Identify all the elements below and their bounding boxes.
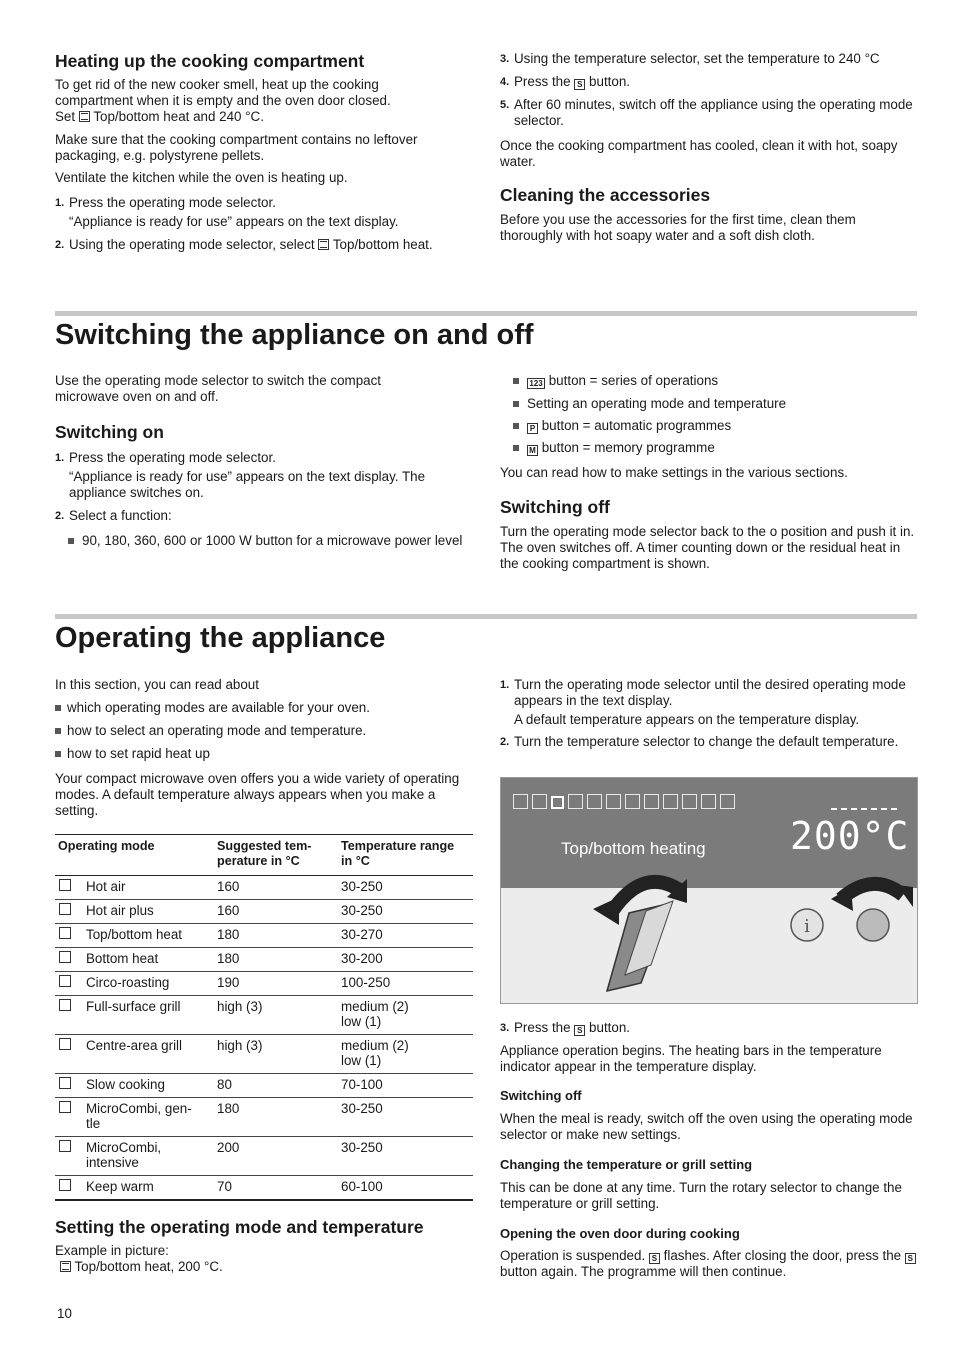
mode-label: Hot air plus: [86, 903, 154, 918]
top-bottom-heat-icon: [60, 1261, 71, 1272]
mode-cell: [55, 924, 214, 948]
cleaning-accessories-heading: Cleaning the accessories: [500, 185, 711, 205]
start-button-icon: S: [905, 1253, 916, 1264]
mode-cell: [55, 948, 214, 972]
mode-cell: [55, 1137, 214, 1176]
mode-label: MicroCombi, gen- tle: [86, 1101, 192, 1131]
op-step-3: 3. Press the S button.: [500, 1020, 630, 1035]
mode-cell: [55, 1035, 214, 1074]
memory-bullet: M button = memory programme: [500, 440, 918, 456]
temperature-display: 200°C: [790, 814, 910, 858]
temp-range-cell: 30-270: [338, 924, 473, 948]
suggested-temp-cell: 160: [214, 900, 338, 924]
p-button-icon: P: [527, 423, 538, 434]
temp-range-cell: 30-250: [338, 876, 473, 900]
mode-label: MicroCombi, intensive: [86, 1140, 162, 1170]
keep-warm-icon: [701, 794, 716, 809]
mode-cell: [55, 972, 214, 996]
mode-cell: [55, 996, 214, 1035]
changing-temperature-heading: Changing the temperature or grill setting: [500, 1157, 753, 1172]
operating-bullet-3: how to set rapid heat up: [55, 746, 475, 762]
microcombi-gentle-icon: [663, 794, 678, 809]
suggested-temp-cell: 160: [214, 876, 338, 900]
section-divider: [55, 614, 917, 619]
top-bottom-heat-icon: [318, 239, 329, 250]
settings-sections-para: You can read how to make settings in the various sections.: [500, 465, 848, 480]
info-icon: i: [804, 916, 810, 937]
temp-range-cell: 30-250: [338, 1098, 473, 1137]
switching-off-subpara: When the meal is ready, switch off the oven using the operating mode selector or make new settings.: [500, 1111, 913, 1142]
table-row: [55, 948, 473, 972]
table-header-row: [55, 835, 473, 876]
switching-off-para: Turn the operating mode selector back to the o position and push it in. The oven switches off. A timer counting down or the residual heat in the cooking compartment is shown.: [500, 524, 915, 571]
hot-air-plus-icon: [532, 794, 547, 809]
heating-up-para: To get rid of the new cooker smell, heat up the cooking compartment when it is empty and the oven door closed. Set Top/bottom heat and 240 °C.: [55, 77, 391, 124]
table-row: [55, 1137, 473, 1176]
page-number: 10: [57, 1306, 72, 1321]
step-2: 2. Using the operating mode selector, select Top/bottom heat.: [55, 237, 433, 252]
suggested-temp-cell: 190: [214, 972, 338, 996]
mode-label: Top/bottom heat: [86, 927, 183, 942]
mode-label: Hot air: [86, 879, 126, 894]
operating-para: Your compact microwave oven offers you a wide variety of operating modes. A default temperature always appears when you make a setting.: [55, 771, 460, 818]
on-step-1: 1. Press the operating mode selector.: [55, 450, 276, 465]
auto-programmes-bullet: P button = automatic programmes: [500, 418, 918, 434]
after-cooling-para: Once the cooking compartment has cooled, clean it with hot, soapy water.: [500, 138, 898, 169]
keep-warm-icon: [59, 1179, 71, 1191]
setting-mode-block: [55, 1217, 475, 1275]
table-header: Suggested tem- perature in °C: [214, 835, 338, 876]
top-bottom-heat-icon: [551, 796, 564, 809]
table-header: Temperature range in °C: [338, 835, 473, 876]
suggested-temp-cell: 180: [214, 1098, 338, 1137]
suggested-temp-cell: 180: [214, 924, 338, 948]
mode-cell: [55, 876, 214, 900]
section-divider: [55, 311, 917, 316]
ventilate-para: Ventilate the kitchen while the oven is heating up.: [55, 170, 348, 185]
bottom-heat-icon: [568, 794, 583, 809]
table-row: [55, 924, 473, 948]
step-3: 3. Using the temperature selector, set the temperature to 240 °C: [500, 51, 880, 66]
switching-off-subheading: Switching off: [500, 1088, 582, 1103]
table-row: [55, 876, 473, 900]
mode-symbol-strip: [513, 794, 735, 813]
table-row: [55, 1176, 473, 1201]
right-top-block: [500, 51, 918, 244]
table-row: [55, 1035, 473, 1074]
top-bottom-heat-icon: [79, 111, 90, 122]
mode-label: Keep warm: [86, 1179, 154, 1194]
opening-door-para: Operation is suspended. S flashes. After closing the door, press the S button again. The programme will then continue.: [500, 1248, 918, 1280]
operating-right-lower: [500, 1020, 918, 1280]
oven-control-panel: [500, 777, 918, 1004]
mode-label: Full-surface grill: [86, 999, 181, 1014]
temp-range-cell: 30-250: [338, 1137, 473, 1176]
mode-label: Slow cooking: [86, 1077, 165, 1092]
temp-range-cell: 30-200: [338, 948, 473, 972]
mode-cell: [55, 1176, 214, 1201]
suggested-temp-cell: 200: [214, 1137, 338, 1176]
on-step-1-note: “Appliance is ready for use” appears on the text display. The appliance switches on.: [69, 469, 426, 500]
mode-label: Bottom heat: [86, 951, 159, 966]
step-4: 4. Press the S button.: [500, 74, 630, 89]
step-1-note: “Appliance is ready for use” appears on the text display.: [69, 214, 399, 229]
hot-air-plus-icon: [59, 903, 71, 915]
series-bullet: 123 button = series of operations: [500, 373, 918, 389]
table-row: [55, 1098, 473, 1137]
changing-temperature-para: This can be done at any time. Turn the rotary selector to change the temperature or grill setting.: [500, 1180, 902, 1211]
op-step-1: 1. Turn the operating mode selector until the desired operating mode appears in the text display.: [500, 677, 906, 708]
microwave-grid-icon: [720, 794, 735, 809]
operating-left-col: [55, 677, 475, 819]
section-title-operating: Operating the appliance: [55, 622, 386, 654]
mode-label: Circo-roasting: [86, 975, 170, 990]
start-button-icon: S: [574, 79, 585, 90]
setting-mode-bullet: Setting an operating mode and temperature: [500, 396, 918, 412]
example-label: Example in picture:: [55, 1243, 169, 1258]
microcombi-intensive-icon: [682, 794, 697, 809]
top-bottom-heat-icon: [59, 927, 71, 939]
step-1: 1. Press the operating mode selector.: [55, 195, 276, 210]
opening-door-heading: Opening the oven door during cooking: [500, 1226, 740, 1241]
hot-air-icon: [513, 794, 528, 809]
temp-range-cell: medium (2) low (1): [338, 1035, 473, 1074]
temp-range-cell: 100-250: [338, 972, 473, 996]
switching-right-col: [500, 373, 918, 572]
operating-bullet-2: how to select an operating mode and temperature.: [55, 723, 475, 739]
mode-cell: [55, 900, 214, 924]
temp-range-cell: 30-250: [338, 900, 473, 924]
table-row: [55, 972, 473, 996]
suggested-temp-cell: high (3): [214, 996, 338, 1035]
table-body: [55, 876, 473, 1201]
operating-modes-table: [55, 834, 473, 1201]
mode-cell: [55, 1074, 214, 1098]
switching-intro: Use the operating mode selector to switch the compact microwave oven on and off.: [55, 373, 382, 404]
switching-left-col: [55, 373, 475, 549]
microcombi-gentle-icon: [59, 1101, 71, 1113]
slow-cooking-icon: [59, 1077, 71, 1089]
microcombi-intensive-icon: [59, 1140, 71, 1152]
step-5: 5. After 60 minutes, switch off the appliance using the operating mode selector.: [500, 97, 913, 128]
temp-range-cell: 70-100: [338, 1074, 473, 1098]
start-button-icon: S: [649, 1253, 660, 1264]
temp-range-cell: medium (2) low (1): [338, 996, 473, 1035]
on-step-2: 2. Select a function:: [55, 508, 172, 523]
table-row: [55, 1074, 473, 1098]
suggested-temp-cell: 70: [214, 1176, 338, 1201]
heating-up-heading: Heating up the cooking compartment: [55, 51, 365, 71]
m-button-icon: M: [527, 445, 538, 456]
hot-air-icon: [59, 879, 71, 891]
circo-roasting-icon: [59, 975, 71, 987]
table-row: [55, 996, 473, 1035]
switching-off-heading: Switching off: [500, 497, 610, 517]
full-surface-grill-icon: [59, 999, 71, 1011]
mode-cell: [55, 1098, 214, 1137]
centre-area-grill-icon: [625, 794, 640, 809]
temp-range-cell: 60-100: [338, 1176, 473, 1201]
mode-text-display: Top/bottom heating: [561, 839, 706, 858]
table-row: [55, 900, 473, 924]
series-operations-icon: 123: [527, 378, 545, 389]
section-title-switching: Switching the appliance on and off: [55, 319, 534, 351]
operating-right-col: [500, 677, 918, 750]
leftover-packaging-para: Make sure that the cooking compartment contains no leftover packaging, e.g. polystyrene pellets.: [55, 132, 418, 163]
operation-begins-para: Appliance operation begins. The heating bars in the temperature indicator appear in the temperature display.: [500, 1043, 882, 1074]
centre-area-grill-icon: [59, 1038, 71, 1050]
table-header: Operating mode: [55, 835, 214, 876]
temperature-selector[interactable]: [857, 909, 889, 941]
temperature-bars: [831, 808, 897, 810]
operating-bullet-1: which operating modes are available for your oven.: [55, 700, 475, 716]
full-surface-grill-icon: [606, 794, 621, 809]
op-step-2: 2. Turn the temperature selector to change the default temperature.: [500, 734, 899, 749]
bottom-heat-icon: [59, 951, 71, 963]
operating-intro: In this section, you can read about: [55, 677, 259, 692]
suggested-temp-cell: 80: [214, 1074, 338, 1098]
circo-roasting-icon: [587, 794, 602, 809]
switching-on-heading: Switching on: [55, 422, 164, 442]
example-value: Top/bottom heat, 200 °C.: [55, 1259, 475, 1275]
suggested-temp-cell: high (3): [214, 1035, 338, 1074]
on-bullet-1: 90, 180, 360, 600 or 1000 W button for a microwave power level: [55, 533, 472, 549]
setting-mode-heading: Setting the operating mode and temperature: [55, 1217, 424, 1237]
heating-up-block: [55, 51, 475, 253]
panel-controls-illustration: [501, 873, 917, 1003]
op-step-1-note: A default temperature appears on the temperature display.: [514, 712, 860, 727]
mode-label: Centre-area grill: [86, 1038, 183, 1053]
arrow-head-icon: [593, 897, 619, 925]
start-button-icon: S: [574, 1025, 585, 1036]
suggested-temp-cell: 180: [214, 948, 338, 972]
cleaning-accessories-para: Before you use the accessories for the first time, clean them thoroughly with hot soapy water and a soft dish cloth.: [500, 212, 856, 243]
slow-cooking-icon: [644, 794, 659, 809]
